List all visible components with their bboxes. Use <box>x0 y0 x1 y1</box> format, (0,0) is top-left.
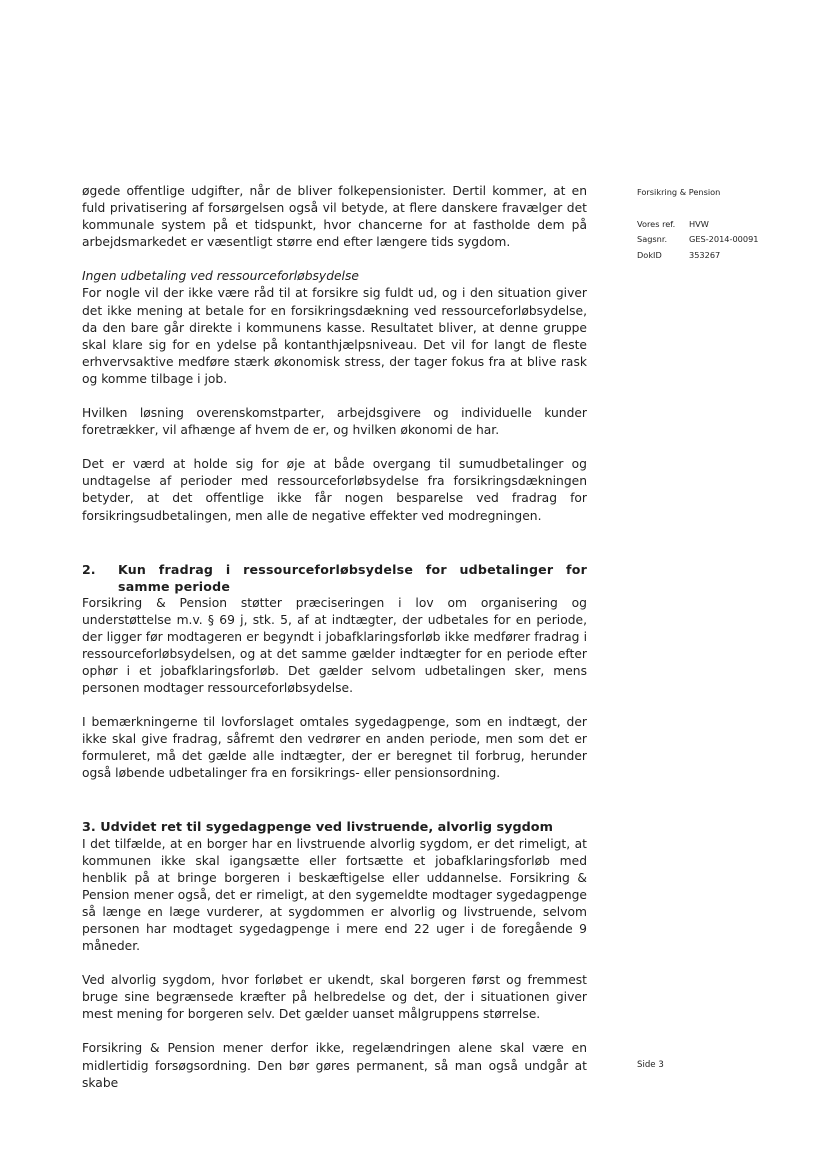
reference-value: HVW <box>689 218 709 229</box>
reference-row <box>637 217 797 233</box>
reference-key: Vores ref. <box>637 218 676 229</box>
section-2-heading <box>82 561 587 595</box>
sender-organization: Forsikring & Pension <box>637 187 721 197</box>
section-3-title: 3. Udvidet ret til sygedagpenge ved livstruende, alvorlig sygdom <box>82 819 553 835</box>
reference-value: 353267 <box>689 249 721 260</box>
reference-row <box>637 232 797 248</box>
section-3-paragraph-3: Forsikring & Pension mener derfor ikke, regelændringen alene skal være en midlertidig forsøgsordning. Den bør gøres permanent, så man også undgår at skabe <box>82 1041 587 1090</box>
subheading-no-payment: Ingen udbetaling ved ressourceforløbsydelse <box>82 269 359 284</box>
paragraph-intro: øgede offentlige udgifter, når de bliver folkepensionister. Dertil kommer, at en fuld privatisering af forsørgelsen også vil betyde, at flere danskere fravælger det kommunale system på et tidspunkt, hvor chancerne for at fastholde dem på arbejdsmarkedet er væsentligt større end efter længere tids sygdom. <box>82 184 587 250</box>
paragraph-attention: Det er værd at holde sig for øje at både overgang til sumudbetalinger og undtagelse af perioder med ressourceforløbsydelse fra forsikringsdækningen betyder, at det offentlige ikke får nogen besparelse ved fradrag for forsikringsudbetalingen, men alle de negative effekter ved modregningen. <box>82 457 587 523</box>
section-3-paragraph-2: Ved alvorlig sygdom, hvor forløbet er ukendt, skal borgeren først og fremmest bruge sine begrænsede kræfter på helbredelse og det, der i situationen giver mest mening for borgeren selv. Det gælder uanset målgruppens størrelse. <box>82 973 587 1022</box>
section-3-paragraph-1: I det tilfælde, at en borger har en livstruende alvorlig sygdom, er det rimeligt, at kommunen ikke skal igangsætte eller fortsætte et jobafklaringsforløb med henblik på at bringe borgeren i beskæftigelse eller uddannelse. Forsikring & Pension mener også, det er rimeligt, at den sygemeldte modtager sygedagpenge så længe en læge vurderer, at sygdommen er alvorlig og livstruende, selvom personen har modtaget sygedagpenge i mere end 22 uger i de foregående 9 måneder. <box>82 836 587 954</box>
reference-key: Sagsnr. <box>637 234 668 244</box>
section-2-title: Kun fradrag i ressourceforløbsydelse for udbetalinger for samme periode <box>118 561 587 594</box>
section-2-paragraph-2: I bemærkningerne til lovforslaget omtales sygedagpenge, som en indtægt, der ikke skal give fradrag, såfremt den vedrører en anden periode, men som det er formuleret, må det gælde alle indtægter, der er beregnet til forbrug, herunder også løbende udbetalinger fra en forsikrings- eller pensionsordning. <box>82 715 587 781</box>
reference-value: GES-2014-00091 <box>689 234 759 244</box>
reference-key: DokID <box>637 249 662 260</box>
reference-row <box>637 248 797 264</box>
section-2-paragraph-1: Forsikring & Pension støtter præciseringen i lov om organisering og understøttelse m.v. § 69 j, stk. 5, af at indtægter, der udbetales for en periode, der ligger før modtageren er begyndt i jobafklaringsforløb ikke medfører fradrag i ressourceforløbsydelsen, og at det samme gælder indtægter for en periode efter ophør i et jobafklaringsforløb. Det gælder selvom udbetalingen sker, mens personen modtager ressourceforløbsydelse. <box>82 595 587 696</box>
page-number: Side 3 <box>637 1060 664 1070</box>
paragraph-no-payment: For nogle vil der ikke være råd til at forsikre sig fuldt ud, og i den situation giver det ikke mening at betale for en forsikringsdækning ved ressourceforløbsydelse, da den bare går direkte i kommunens kasse. Resultatet bliver, at denne gruppe skal klare sig for en ydelse på kontanthjælpsniveau. Det vil for langt de fleste erhvervsaktive medføre stærk økonomisk stress, der tager fokus fra at blive rask og komme tilbage i job. <box>82 286 587 386</box>
letter-body <box>82 183 587 1092</box>
section-2-number: 2. <box>82 561 96 577</box>
reference-sidebar <box>637 185 797 263</box>
paragraph-choice: Hvilken løsning overenskomstparter, arbejdsgivere og individuelle kunder foretrækker, vil afhænge af hvem de er, og hvilken økonomi de har. <box>82 406 587 438</box>
